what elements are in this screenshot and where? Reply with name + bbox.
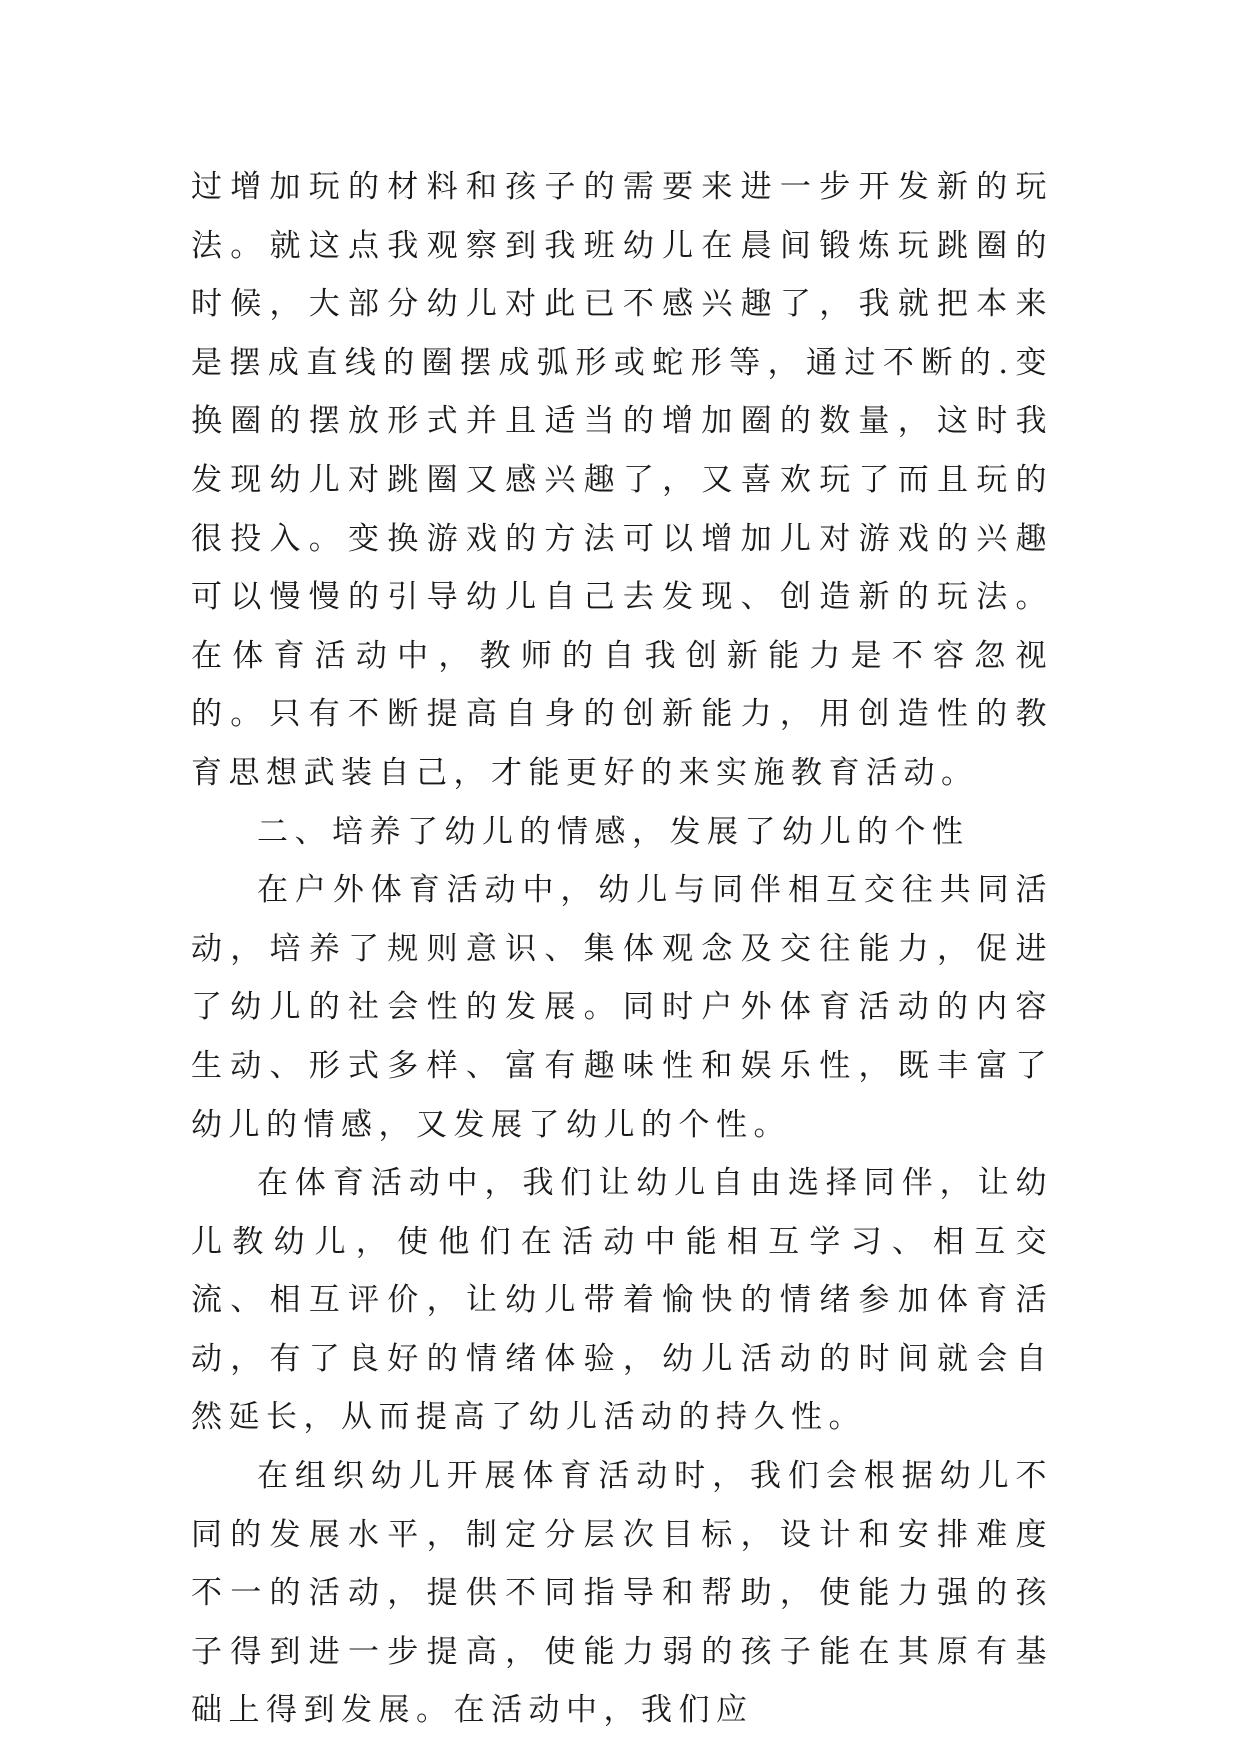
paragraph: 在组织幼儿开展体育活动时，我们会根据幼儿不同的发展水平，制定分层次目标，设计和安排难度不一的活动，提供不同指导和帮助，使能力强的孩子得到进一步提高，使能力弱的孩子能在其原有基础上得到发展。在活动中，我们应 xyxy=(191,1458,1053,1729)
document-body xyxy=(191,158,1053,1740)
section-heading: 二、培养了幼儿的情感，发展了幼儿的个性 xyxy=(257,813,970,850)
paragraph: 在体育活动中，我们让幼儿自由选择同伴，让幼儿教幼儿，使他们在活动中能相互学习、相互交流、相互评价，让幼儿带着愉快的情绪参加体育活动，有了良好的情绪体验，幼儿活动的时间就会自然延长，从而提高了幼儿活动的持久性。 xyxy=(191,1165,1053,1436)
paragraph: 在户外体育活动中，幼儿与同伴相互交往共同活动，培养了规则意识、集体观念及交往能力，促进了幼儿的社会性的发展。同时户外体育活动的内容生动、形式多样、富有趣味性和娱乐性，既丰富了幼儿的情感，又发展了幼儿的个性。 xyxy=(191,872,1053,1143)
paragraph-continued: 过增加玩的材料和孩子的需要来进一步开发新的玩法。就这点我观察到我班幼儿在晨间锻炼玩跳圈的时候，大部分幼儿对此已不感兴趣了，我就把本来是摆成直线的圈摆成弧形或蛇形等，通过不断的.变换圈的摆放形式并且适当的增加圈的数量，这时我发现幼儿对跳圈又感兴趣了，又喜欢玩了而且玩的很投入。变换游戏的方法可以增加儿对游戏的兴趣可以慢慢的引导幼儿自己去发现、创造新的玩法。在体育活动中，教师的自我创新能力是不容忽视的。只有不断提高自身的创新能力，用创造性的教育思想武装自己，才能更好的来实施教育活动。 xyxy=(191,169,1053,791)
